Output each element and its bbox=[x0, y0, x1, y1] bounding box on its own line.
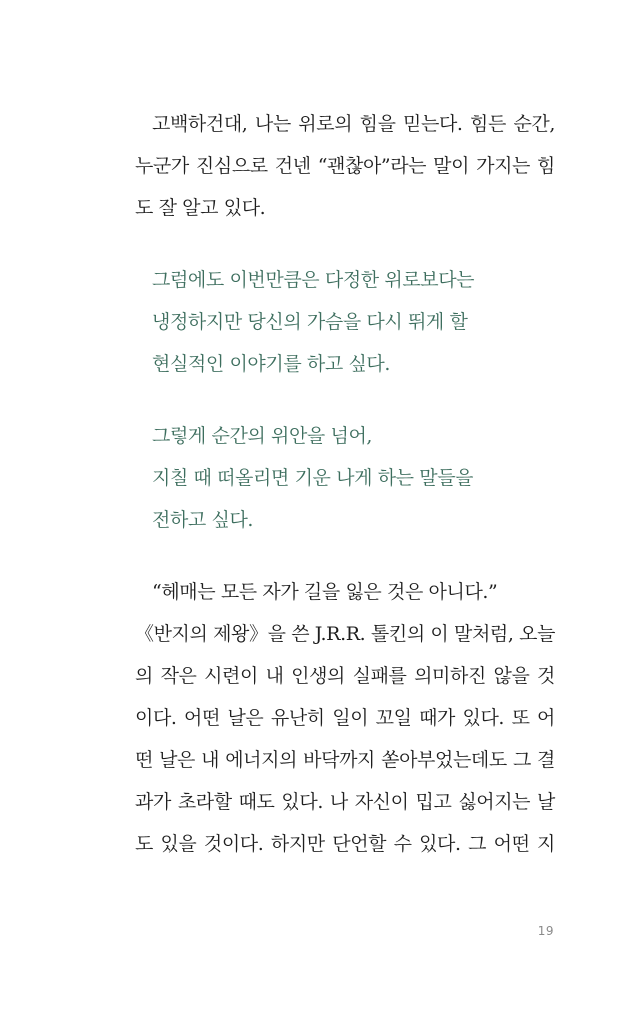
text-line: 떤 날은 내 에너지의 바닥까지 쏟아부었는데도 그 결 bbox=[135, 749, 555, 771]
highlighted-line: 그럼에도 이번만큼은 다정한 위로보다는 bbox=[152, 269, 475, 291]
highlighted-line: 냉정하지만 당신의 가슴을 다시 뛰게 할 bbox=[152, 311, 468, 333]
text-line: 도 잘 알고 있다. bbox=[135, 197, 266, 219]
highlighted-line: 현실적인 이야기를 하고 싶다. bbox=[152, 353, 391, 375]
text-line: 고백하건대, 나는 위로의 힘을 믿는다. 힘든 순간, bbox=[152, 113, 555, 135]
highlighted-passage-1 bbox=[152, 265, 552, 391]
text-line: 과가 초라할 때도 있다. 나 자신이 밉고 싫어지는 날 bbox=[135, 791, 555, 813]
page-number: 19 bbox=[537, 924, 554, 938]
text-line: 《반지의 제왕》을 쓴 J.R.R. 톨킨의 이 말처럼, 오늘 bbox=[135, 623, 556, 645]
highlighted-line: 지칠 때 떠올리면 기운 나게 하는 말들을 bbox=[152, 467, 474, 489]
paragraph-intro bbox=[135, 109, 555, 235]
text-line: 의 작은 시련이 내 인생의 실패를 의미하진 않을 것 bbox=[135, 665, 555, 687]
text-line: 누군가 진심으로 건넨 “괜찮아”라는 말이 가지는 힘 bbox=[135, 155, 555, 177]
quotation-line: “헤매는 모든 자가 길을 잃은 것은 아니다.” bbox=[152, 581, 498, 603]
highlighted-line: 전하고 싶다. bbox=[152, 509, 254, 531]
highlighted-passage-2 bbox=[152, 421, 552, 547]
highlighted-line: 그렇게 순간의 위안을 넘어, bbox=[152, 425, 373, 447]
paragraph-tolkien bbox=[135, 577, 555, 871]
text-line: 이다. 어떤 날은 유난히 일이 꼬일 때가 있다. 또 어 bbox=[135, 707, 555, 729]
text-line: 도 있을 것이다. 하지만 단언할 수 있다. 그 어떤 지 bbox=[135, 833, 555, 855]
